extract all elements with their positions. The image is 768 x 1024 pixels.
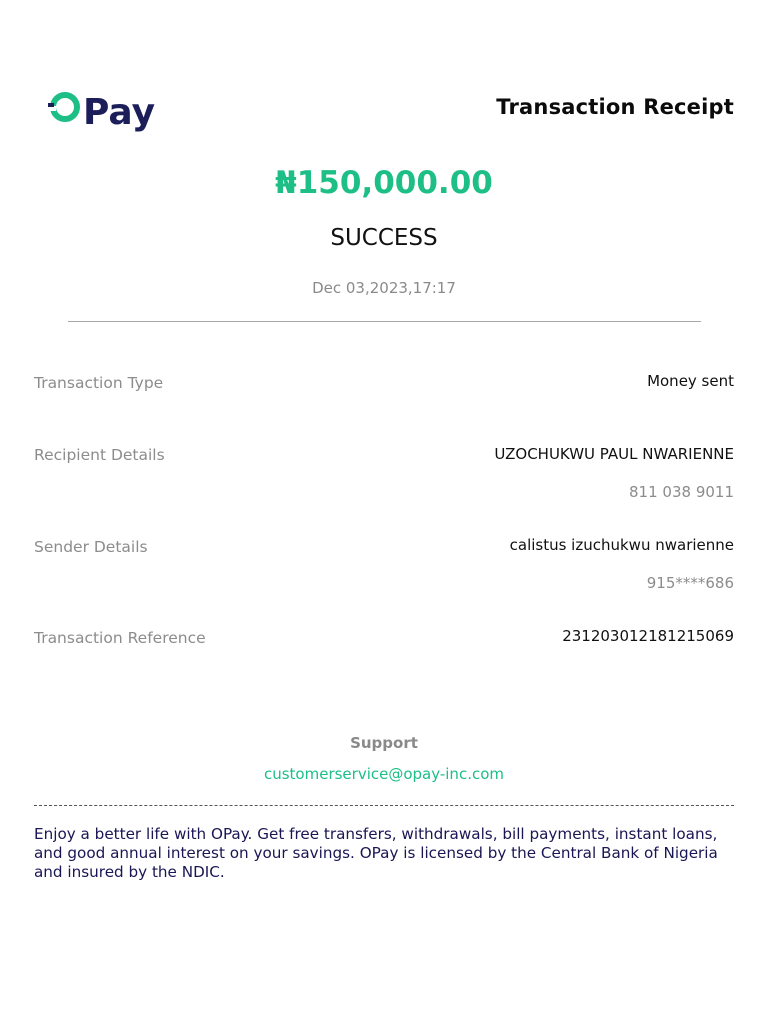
support-label: Support — [350, 734, 418, 752]
footer-dashed-divider — [34, 805, 734, 806]
sender-account: 915****686 — [646, 574, 734, 592]
receipt-title: Transaction Receipt — [496, 95, 734, 119]
sender-details-label: Sender Details — [34, 538, 148, 556]
sender-name: calistus izuchukwu nwarienne — [509, 536, 734, 554]
transaction-reference-value: 231203012181215069 — [562, 627, 734, 645]
recipient-account: 811 038 9011 — [629, 483, 734, 501]
transaction-type-label: Transaction Type — [34, 374, 164, 392]
recipient-details-label: Recipient Details — [34, 446, 165, 464]
summary-divider — [68, 321, 701, 322]
transaction-type-value: Money sent — [647, 372, 734, 390]
opay-logo — [46, 88, 176, 132]
recipient-name: UZOCHUKWU PAUL NWARIENNE — [494, 445, 734, 463]
support-email-link[interactable]: customerservice@opay-inc.com — [263, 765, 504, 783]
svg-text:Pay: Pay — [83, 92, 156, 132]
footer-disclaimer: Enjoy a better life with OPay. Get free transfers, withdrawals, bill payments, instant loans, and good annual interest on your savings. OPay is licensed by the Central Bank of Nigeria and insured by the NDIC. — [34, 825, 718, 881]
transaction-amount: ₦150,000.00 — [275, 165, 493, 201]
transaction-status: SUCCESS — [330, 225, 438, 251]
transaction-reference-label: Transaction Reference — [34, 629, 206, 647]
transaction-datetime: Dec 03,2023,17:17 — [312, 279, 456, 297]
